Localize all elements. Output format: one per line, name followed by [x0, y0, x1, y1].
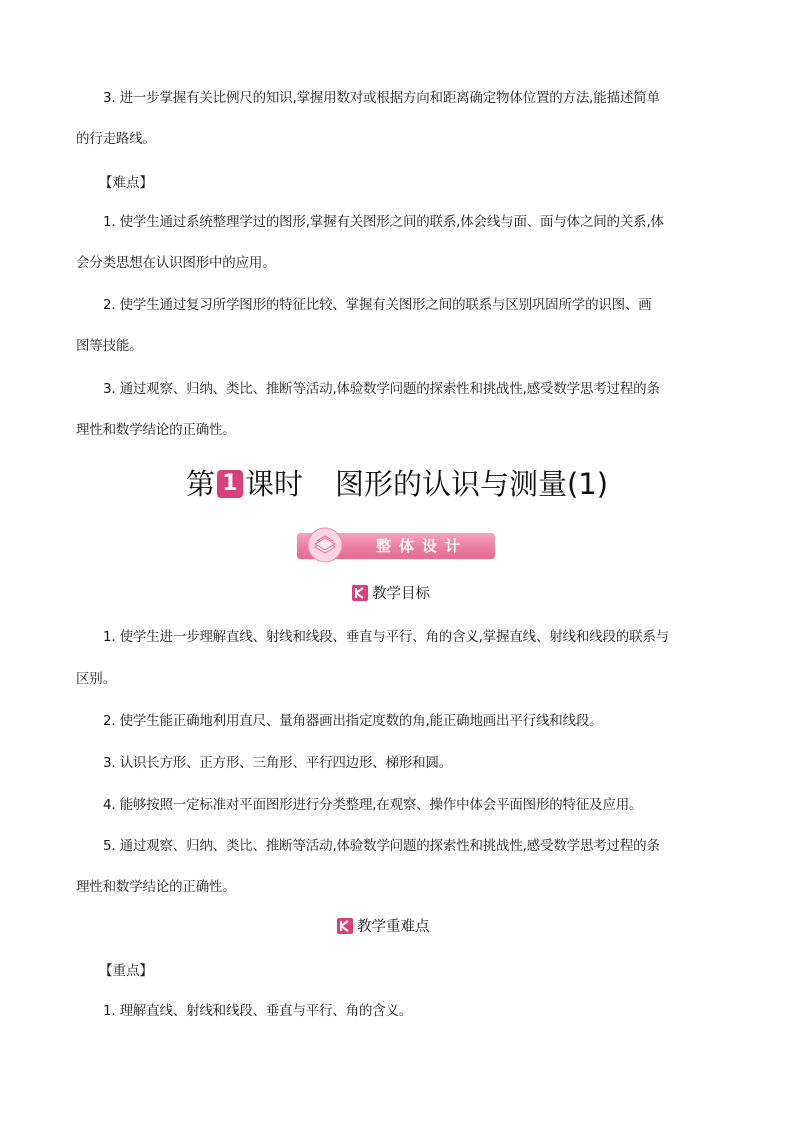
lesson-name: 图形的认识与测量(1): [334, 467, 609, 501]
difficulty-3-line-2: 理性和数学结论的正确性。: [76, 422, 236, 438]
stacked-papers-icon: [307, 527, 343, 563]
lesson-title: [0, 462, 794, 506]
lesson-suffix: 课时: [244, 467, 303, 501]
teaching-goals-heading-text: 教学目标: [372, 586, 430, 602]
difficulty-3-line-1: 3. 通过观察、归纳、类比、推断等活动,体验数学问题的探索性和挑战性,感受数学思考过程的条: [103, 381, 660, 397]
lesson-number-badge: 1: [217, 470, 243, 498]
lesson-prefix: 第: [185, 467, 215, 501]
banner-text: 整体设计: [375, 537, 468, 555]
key-difficult-points-heading-text: 教学重难点: [357, 919, 430, 935]
goal-1-line-1: 1. 使学生进一步理解直线、射线和线段、垂直与平行、角的含义,掌握直线、射线和线段的联系与: [103, 629, 669, 645]
goal-5-line-1: 5. 通过观察、归纳、类比、推断等活动,体验数学问题的探索性和挑战性,感受数学思考过程的条: [103, 838, 660, 854]
difficulty-2-line-1: 2. 使学生通过复习所学图形的特征比较、掌握有关图形之间的联系与区别巩固所学的识图、画: [103, 297, 652, 313]
teaching-goals-heading: [352, 584, 430, 604]
paragraph-3-line-2: 的行走路线。: [76, 131, 156, 147]
difficulty-1-line-1: 1. 使学生通过系统整理学过的图形,掌握有关图形之间的联系,体会线与面、面与体之间的关系,体: [103, 214, 664, 230]
key-points-label: 【重点】: [99, 963, 153, 979]
key-difficult-points-heading: [337, 917, 430, 937]
goal-1-line-2: 区别。: [76, 671, 116, 687]
section-marker-icon: [352, 585, 368, 601]
overall-design-banner: [297, 533, 495, 559]
key-point-1: 1. 理解直线、射线和线段、垂直与平行、角的含义。: [103, 1003, 413, 1019]
difficulty-1-line-2: 会分类思想在认识图形中的应用。: [76, 255, 276, 271]
goal-5-line-2: 理性和数学结论的正确性。: [76, 879, 236, 895]
section-marker-icon: [337, 918, 353, 934]
paragraph-3-line-1: 3. 进一步掌握有关比例尺的知识,掌握用数对或根据方向和距离确定物体位置的方法,能描述简单: [103, 90, 660, 106]
difficulty-label: 【难点】: [99, 175, 153, 191]
goal-4: 4. 能够按照一定标准对平面图形进行分类整理,在观察、操作中体会平面图形的特征及应用。: [103, 797, 643, 813]
goal-2: 2. 使学生能正确地利用直尺、量角器画出指定度数的角,能正确地画出平行线和线段。: [103, 713, 603, 729]
difficulty-2-line-2: 图等技能。: [76, 338, 143, 354]
goal-3: 3. 认识长方形、正方形、三角形、平行四边形、梯形和圆。: [103, 755, 453, 771]
